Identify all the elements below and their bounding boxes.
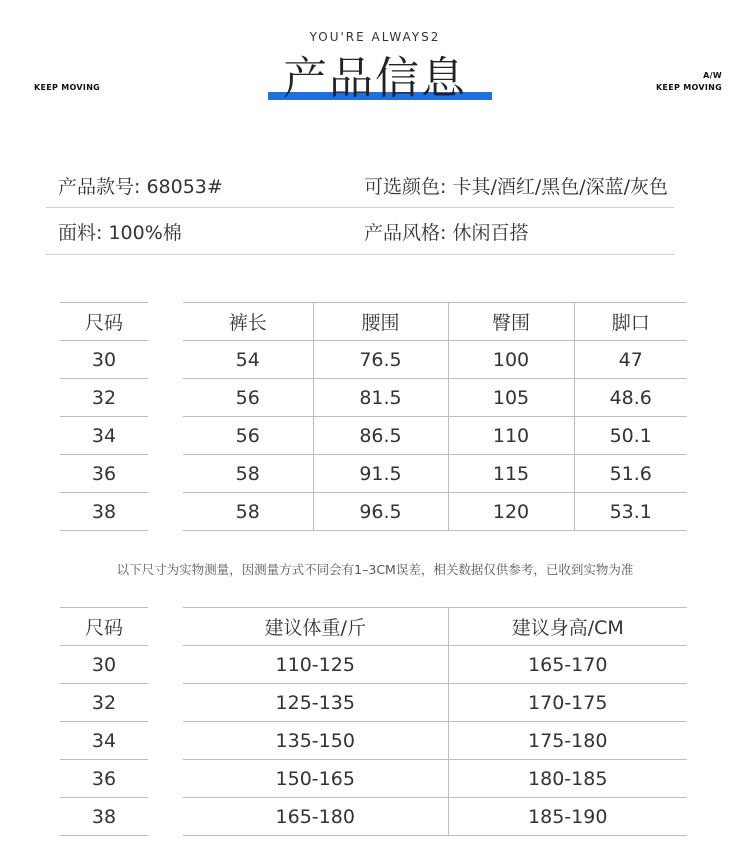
size-cell: 32 xyxy=(60,684,148,722)
size-cell: 38 xyxy=(60,798,148,836)
table-cell: 51.6 xyxy=(574,455,687,493)
table-cell: 105 xyxy=(448,379,574,417)
table-row xyxy=(183,417,687,455)
table-cell: 175-180 xyxy=(448,722,687,760)
table-row xyxy=(183,798,687,836)
table-cell: 47 xyxy=(574,341,687,379)
measurement-note: 以下尺寸为实物测量，因测量方式不同会有1–3CM误差，相关数据仅供参考，已收到实物为准 xyxy=(116,562,634,577)
table-cell: 120 xyxy=(448,493,574,531)
info-style: 产品风格: 休闲百搭 xyxy=(364,222,529,244)
header-waist: 腰围 xyxy=(313,303,448,341)
table-row xyxy=(183,760,687,798)
table-cell: 86.5 xyxy=(313,417,448,455)
table-cell: 115 xyxy=(448,455,574,493)
table-cell: 48.6 xyxy=(574,379,687,417)
table-row xyxy=(183,455,687,493)
measurement-table xyxy=(183,302,687,531)
table-cell: 54 xyxy=(183,341,313,379)
size-column-1 xyxy=(60,302,148,531)
info-divider-2 xyxy=(46,254,674,255)
table-row xyxy=(183,493,687,531)
size-cell: 36 xyxy=(60,455,148,493)
table-cell: 56 xyxy=(183,417,313,455)
table-cell: 81.5 xyxy=(313,379,448,417)
size-cell: 36 xyxy=(60,760,148,798)
table-cell: 135-150 xyxy=(183,722,448,760)
size-cell: 30 xyxy=(60,341,148,379)
table-cell: 165-170 xyxy=(448,646,687,684)
table-cell: 76.5 xyxy=(313,341,448,379)
size-header: 尺码 xyxy=(60,608,148,646)
table-cell: 150-165 xyxy=(183,760,448,798)
size-cell: 38 xyxy=(60,493,148,531)
info-colors: 可选颜色: 卡其/酒红/黑色/深蓝/灰色 xyxy=(364,176,669,198)
header-kicker: YOU'RE ALWAYS2 xyxy=(309,30,441,44)
table-row xyxy=(183,646,687,684)
table-cell: 125-135 xyxy=(183,684,448,722)
table-row xyxy=(183,379,687,417)
table-cell: 96.5 xyxy=(313,493,448,531)
table-cell: 50.1 xyxy=(574,417,687,455)
table-cell: 100 xyxy=(448,341,574,379)
table-cell: 165-180 xyxy=(183,798,448,836)
size-cell: 30 xyxy=(60,646,148,684)
table-cell: 110 xyxy=(448,417,574,455)
header-hem: 脚口 xyxy=(574,303,687,341)
table-cell: 110-125 xyxy=(183,646,448,684)
header-hip: 臀围 xyxy=(448,303,574,341)
table-cell: 53.1 xyxy=(574,493,687,531)
right-tag-line1: A/W xyxy=(703,71,722,80)
size-header: 尺码 xyxy=(60,303,148,341)
table-cell: 170-175 xyxy=(448,684,687,722)
recommendation-table xyxy=(183,607,687,836)
table-cell: 91.5 xyxy=(313,455,448,493)
page-title: 产品信息 xyxy=(283,53,467,104)
table-row xyxy=(183,722,687,760)
size-cell: 34 xyxy=(60,722,148,760)
table-cell: 180-185 xyxy=(448,760,687,798)
header-height: 建议身高/CM xyxy=(448,608,687,646)
table-cell: 58 xyxy=(183,493,313,531)
header-weight: 建议体重/斤 xyxy=(183,608,448,646)
size-cell: 34 xyxy=(60,417,148,455)
table-row xyxy=(183,341,687,379)
info-fabric: 面料: 100%棉 xyxy=(58,222,182,244)
table-cell: 56 xyxy=(183,379,313,417)
size-column-2 xyxy=(60,607,148,836)
size-cell: 32 xyxy=(60,379,148,417)
header-length: 裤长 xyxy=(183,303,313,341)
left-tag: KEEP MOVING xyxy=(34,83,101,92)
info-divider-1 xyxy=(46,207,674,208)
table-cell: 58 xyxy=(183,455,313,493)
table-cell: 185-190 xyxy=(448,798,687,836)
info-model: 产品款号: 68053# xyxy=(58,176,223,198)
table-row xyxy=(183,684,687,722)
right-tag-line2: KEEP MOVING xyxy=(655,83,722,92)
